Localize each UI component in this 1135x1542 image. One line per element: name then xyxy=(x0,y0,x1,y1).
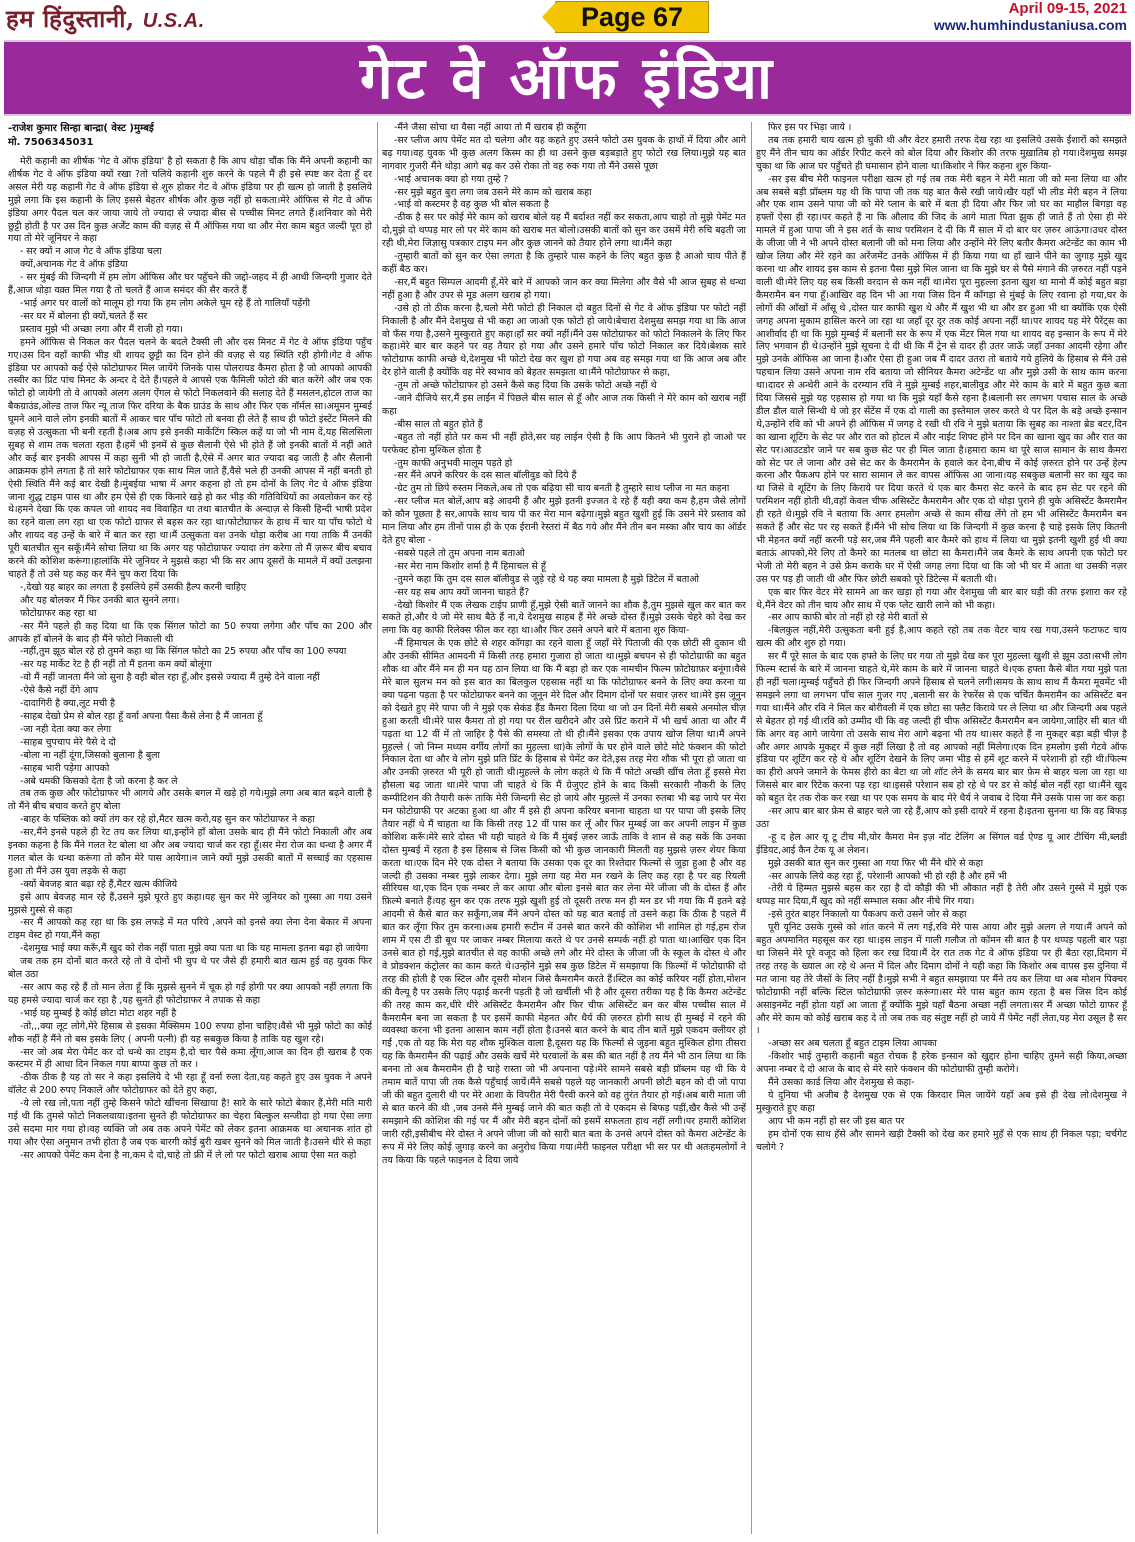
paragraph: फोटोग्राफर कह रहा था xyxy=(20,607,97,619)
paragraph: -सर आपको पेमेंट कम देना है ना,कम दे दो,चाहे तो फ्री में ले लो पर फोटो खराब आया ऐसा मत कहो xyxy=(20,1149,357,1161)
column-2-text xyxy=(382,122,746,1167)
website-link[interactable]: www.humhindustaniusa.com xyxy=(933,17,1127,33)
paragraph: मुझे उसकी बात सुन कर गुस्सा आ गया फिर भी मैंने धीरे से कहा xyxy=(768,857,984,869)
paragraph: -देशमुख भाई क्या करूँ,मैं खुद को रोक नहीं पाता मुझे क्या पता था कि यह मामला इतना बढ़ा हो जायेगा xyxy=(20,943,369,955)
paragraph: -मैंने जैसा सोचा था वैसा नहीं आया तो मैं खराब ही कहूँगा xyxy=(394,122,587,133)
paragraph: -सर आप कह रहे हैं तो मान लेता हूँ कि मुझसे सुनने में चूक हो गई होगी पर क्या आपको नहीं लगता कि यह हमसे ज्यादा चार्ज कर रहा है ,यह सुनते ही फोटोग्राफर ने तपाक से कहा xyxy=(8,982,372,1006)
paragraph: -ठीक है सर पर कोई मेरे काम को खराब बोले यह मैं बर्दाश्त नहीं कर सकता,आप चाहो तो मुझे पेमेंट मत दो,मुझे दो थप्पड़ मार लो पर मेरे काम को खराब मत बोलो।उसकी बातों को सुन कर उसमें मेरी रुचि बढ़ती जा रही थी,मेरा जिज्ञासु पत्रकार टाइप मन और कुछ जानने को तैयार होने लगा था।मैंने कहा xyxy=(382,212,746,250)
paragraph: -सर प्लीज मत बोलें,आप बड़े आदमी हैं और मुझे इतनी इज्जत दे रहे हैं यही क्या कम है,हम जैसे लोगों को कौन पूछता है सर,आपके साथ चाय पी कर मेरा मान बढ़ेगा।मुझे बहुत खुशी हुई कि उसने मेरे प्रस्ताव को मान लिया और हम तीनों पास ही के एक ईरानी रेस्तरां में बैठ गये और मैंने तीन बन मस्का और चाय का ऑर्डर देते हुए बोला - xyxy=(382,496,746,546)
paragraph: -देखो किशोर मैं एक लेखक टाईप प्राणी हूँ,मुझे ऐसी बातें जानने का शौक है,तुम मुझसे खुल कर बात कर सकते हो,और ये जो मेरे साथ बैठे हैं ना,ये देशमुख साहब हैं मेरे अच्छे दोस्त हैं।मुझे उसके चेहरे को देख कर लगा कि वह काफी रिलेक्स फील कर रहा था।और फिर उसने अपने बारे में बताना शुरु किया- xyxy=(382,599,746,637)
paragraph: -उसे हो तो ठीक करना है,चलो मेरी फोटो ही निकाल दो बहुत दिनों से गेट वे ऑफ इंडिया पर फोटो नहीं निकाली है और मैंने देशमुख से भी कहा आ जाओ एक फोटो हो जाये।बेचारा देशमुख समझ गया था कि आज वो फँस गया है,उसने मुस्कुराते हुए कहा।हाँ सर क्यों नहीं।मैंने उस फोटोग्राफर को फोटो निकालने के लिए फिर कहा।मेरे बार बार कहने पर वह तैयार हो गया और उसने हमारे पाँच फोटो निकाल कर दिये।बेशक सारे फोटोग्राफ काफी अच्छे थे,देशमुख भी फोटो देख कर खुश हो गया अब वह समझ गया था कि आज अब और देर होने वाली है क्योंकि वह मेरे स्वभाव को बेहतर समझता था।मैंने फोटोग्राफर से कहा, xyxy=(382,302,746,379)
paragraph: सर मैं पूरे साल के बाद एक हफ्ते के लिए घर गया तो मुझे देख कर पूरा मुहल्ला खुशी से झूम उठा।सभी लोग फिल्म स्टार्स के बारे में जानना चाहते थे,मेरे काम के बारे में जानना चाहते थे।एक हफ्ता कैसे बीत गया मुझे पता ही नहीं चला।मुम्बई पहुँचते ही फिर जिन्दगी अपने हिसाब से चलने लगी।समय के साथ साथ मैं कैमरा मूवमेंट भी समझने लगा था लगभग पाँच साल गुजर गए ,बलानी सर के रेफरेंस से एक चर्चित कैमरामैन का असिस्टेंट बन गया था।मैंने और रवि ने मिल कर बोरीवली में एक छोटा सा फ्लैट किराये पर ले लिया था और जिन्दगी अब पहले से बेहतर हो गई थी।रवि को उम्मीद थी कि वह जल्दी ही चीफ असिस्टेंट कैमरामैन बन जायेगा,जाहिर सी बात थी कि अगर वह आगे जायेगा तो उसके साथ मेरा आगे बढ़ना भी तय था।सर कहते हैं ना मुकद्दर बड़ा बड़ी चीज़ है और अगर आपके मुकद्दर में कुछ नहीं लिखा है तो वह आपको नहीं मिलेगा।एक दिन हमलोग इसी गेटवे ऑफ इंडिया पर शूटिंग कर रहे थे और शूटिंग देखने के लिए जमा भीड़ से हमें शूट करने में परेशानी हो रही थी।फिल्म का हीरो अपने जमाने के फेमस हीरो का बेटा था जो शॉट लेने के समय बार बार फ़ेम से बाहर चला जा रहा था जिससे बार बार रिटेक करना पड़ रहा था।इससे परेशान सब हो रहे थे पर डर से कोई बोल नहीं रहा था।मैंने खुद को बहुत देर तक रोक कर रखा था पर एक समय के बाद मेरे धैर्य ने जवाब दे दिया मैंने उसके पास जा कर कहा xyxy=(756,651,1127,805)
paragraph: -सर प्लीज आप पेमेंट मत दो चलेगा और यह कहते हुए उसने फोटो उस युवक के हाथों में दिया और आगे बढ़ गया।वह युवक भी कुछ अलग किस्म का ही था उसने कुछ बड़बड़ाते हुए फोटो रख लिया।मुझे यह बात नागवार गुजरी मैंने थोड़ा आगे बढ़ कर उसे रोका तो वह रुक गया तो मैंने उससे पूछा xyxy=(382,134,746,172)
column-3-text xyxy=(756,122,1127,1155)
paragraph: फिर इस पर भिड़ा जाये । xyxy=(768,122,852,133)
paragraph: -बाहर के पब्लिक को क्यों तंग कर रहे हो,मैटर खत्म करो,यह सुन कर फोटोग्राफर ने कहा xyxy=(20,814,315,826)
author-phone: मो. 7506345031 xyxy=(8,137,94,148)
paragraph: -सबसे पहले तो तुम अपना नाम बताओ xyxy=(394,547,525,559)
paragraph: -सर इस बीच मेरी फाइनल परीक्षा खत्म हो गई तब तक मेरी बहन ने मेरी माता जी को मना लिया था और अब सबसे बड़ी प्रॉब्लम यह थी कि पापा जी तक यह बात कैसे रखी जाये।खैर यहाँ भी लीड मेरी बहन ने लिया और एक शाम उसने पापा जी को मेरे प्लान के बारे में बता ही दिया और फिर जो घर का माहौल बिगड़ा वह हफ्तों ऐसा ही रहा।पर कहते हैं ना कि औलाद की जिद के आगे माता पिता झुक ही जाते हैं तो ऐसा ही मेरे मामले में हुआ पापा जी ने इस शर्त के साथ परमिशन दे दी कि मैं साल में दो बार घर ज़रुर आऊंगा।उधर दोस्त के जीजा जी ने भी अपने दोस्त बलानी जी को मना लिया और उन्होंने मेरे लिए बतौर कैमरा अटेन्डेंट का काम भी खोज लिया और मेरे रहने का अरेंजमेंट उनके ऑफिस में ही किया गया था हाँ खाने पीने का जुगाड़ मुझे खुद करना था और शायद इस काम से इतना पैसा मुझे मिल जाना था कि मुझे घर से पैसे मंगाने की ज़रुरत नहीं पड़ने वाली थी।मेरे लिए यह सब किसी वरदान से कम नहीं था।मेरा पूरा मुहल्ला इतना खुश था मानो मैं कोई बहुत बड़ा कैमरामैन बन गया हूँ।आखिर वह दिन भी आ गया जिस दिन मैं काँगड़ा से मुंबई के लिए रवाना हो गया,घर के लोगों की आँखों में आँसू थे ,दोस्त यार काफी खुश थे और मैं खुश भी था और डर हुआ भी था क्योंकि एक ऐसी जगह अपना मुकाम हासिल करने जा रहा था जहाँ दूर दूर तक कोई अपना नहीं था।पर शायद यह मेरे पैरेंट्स का आशीर्वाद ही था कि मुझे मुम्बई में बलानी सर के रूप में एक मेंटर मिल गया था शायद वह इन्सान के रूप में मेरे लिए भगवान ही थे।उन्होंने मुझे सूचना दे दी थी कि मैं ट्रेन से दादर ही उतर जाऊँ जहाँ उनका आदमी रहेगा और मुझे उनके ऑफिस आ जाना है।और ऐसा ही हुआ जब मैं दादर उतरा तो बताये गये हुलिये के हिसाब से मैंने उसे पहचान लिया उसने अपना नाम रवि बताया जो सीनियर कैमरा अटेन्डेंट था और मुझे उसी के साथ काम करना था।दादर से अन्धेरी आने के दरम्यान रवि ने मुझे मुम्बई शहर,बालीवुड और मेरे काम के बारे में बहुत कुछ बता दिया जिससे मुझे यह एहसास हो गया था कि मुझे यहाँ कैसे रहना है।बलानी सर लगभग पचास साल के अच्छे डील डौल वाले सिन्धी थे जो हर सेंटेंस में एक दो गाली का इस्तेमाल ज़रुर करते थे पर दिल के बड़े अच्छे इन्सान थे,उन्होंने रवि को भी अपने ही ऑफिस में जगह दे रखी थी रवि ने मुझे बताया कि सुबह का नाश्ता ब्रेड बटर,दिन का खाना शूटिंग के सेट पर और रात को होटल में और नाईट शिफ्ट होने पर दिन का खाना खुद का और रात का सेट पर।आउटडोर जाने पर सब कुछ सेट पर ही मिल जाता है।हमारा काम था पूरे साज सामान के साथ कैमरा को सेट पर ले जाना और उसे सेट कर के कैमरामैन के हवाले कर देना,बीच में कोई ज़रुरत होने पर उन्हें हेल्प करना और पैकअप होने पर सारा सामान ले कर वापस ऑफिस आ जाना।यह सबकुछ बलानी सर का खुद का था जिसे वे शूटिंग के लिए किराये पर दिया करते थे एक बार कैमरा सेट करने के बाद हम सेट पर रहने की परमिशन नहीं होती थी,वहाँ केवल चीफ असिस्टेंट कैमरामैन और एक दो थोड़ा पुराने ही चुके असिस्टेंट कैमरामैन ही रहते थे।मुझे रवि ने बताया कि अगर हमलोग अच्छे से काम सीख लेंगे तो हम भी असिस्टेंट कैमरामैन बन सकते हैं और सेट पर रह सकते हैं।मैंने भी सोच लिया था कि जिन्दगी में कुछ करना है चाहे इसके लिए कितनी भी मेहनत क्यों नहीं करनी पड़े सर,जब मैंने पहली बार कैमरे को हाथ में लिया था मुझे इतनी खुशी हुई थी क्या बताऊं आपको,मेरे लिए तो कैमरे का मतलब था छोटा सा कैमरा।मैंने जब कैमरे के साथ अपनी एक फोटो घर भेजी तो मेरी बहन ने उसे फ्रेम कराके घर में ऐसी जगह लगा दिया था कि जो भी घर में आता था उसकी नज़र उस पर पड़ ही जाती थी और फिर छोटी सबको पूरे डिटेल्स में बताती थी। xyxy=(756,173,1127,585)
paragraph: और यह बोलकर मैं फिर उनकी बात सुनने लगा। xyxy=(20,594,180,606)
paragraph: -सर यह सब आप क्यों जानना चाहते हैं? xyxy=(394,586,530,598)
paragraph: -तुम तो अच्छे फोटोग्राफर हो उसने कैसे कह दिया कि उसके फोटो अच्छे नहीं थे xyxy=(394,380,657,392)
paragraph: -वो मैं नहीं जानता मैंने जो सुना है वही बोल रहा हूँ,और इससे ज्यादा मैं तुम्हे देने वाला नहीं xyxy=(20,672,320,684)
paragraph: -किशोर भाई तुम्हारी कहानी बहुत रोचक है हरेक इन्सान को खुद्दार होना चाहिए तुमने सही किया,अच्छा अपना नम्बर दे दो आज के बाद से मेरे सारे फंक्शन की फोटोग्राफी तुम्ही करोगे। xyxy=(756,1051,1127,1076)
paragraph: -बीस साल तो बहुत होते हैं xyxy=(394,418,483,430)
paragraph: -भाई अचानक क्या हो गया तुम्हे ? xyxy=(394,173,509,185)
paragraph: मैंने उसका कार्ड लिया और देशमुख से कहा- xyxy=(768,1077,915,1089)
page-header xyxy=(0,0,1135,38)
article-title-banner: गेट वे ऑफ इंडिया xyxy=(4,40,1131,116)
paragraph: -दादागिरी है क्या,लूट मची है xyxy=(20,698,115,710)
issue-date: April 09-15, 2021 xyxy=(1008,0,1127,17)
column-1-text xyxy=(8,156,372,1163)
paragraph: -भाई अगर घर वालों को मालूम हो गया कि हम लोग अकेले घूम रहे हैं तो गालियाँ पड़ेंगी xyxy=(20,297,311,309)
paragraph: इसे आप बेवजह मान रहे हैं,उसने मुझे घूरते हुए कहा।यह सुन कर मेरे जूनियर को गुस्सा आ गया उसने मुझसे गुस्से से कहा xyxy=(8,891,372,916)
paragraph: आप भी कम नहीं हो सर जी इस बात पर xyxy=(768,1115,905,1127)
paragraph: - सर क्यों न आज गेट वे ऑफ इंडिया चला xyxy=(20,246,162,258)
paragraph: -सर मेरा नाम किशोर शर्मा है मैं हिमाचल से हूँ xyxy=(394,560,546,572)
article-column-2 xyxy=(382,122,746,1534)
paragraph: -सर मैं आपको कह रहा था कि इस लफड़े में मत परिये ,अपने को इनसे क्या लेना देना बेकार में अपना टाइम वेस्ट हो गया,मैंने कहा xyxy=(8,917,372,942)
dateline xyxy=(934,0,1127,33)
article-column-3 xyxy=(756,122,1127,1534)
paragraph: -सर घर में बोलना ही क्यों,चलते हैं सर xyxy=(20,310,148,322)
paragraph: -ये लो रख लो,पता नहीं तुम्हे किसने फोटो खींचना सिखाया है! सारे के सारे फोटो बेकार हैं,मेरी मति मारी गई थी कि तुमसे फोटो निकलवाया।इतना सुनते ही फोटोग्राफर का चेहरा बिल्कुल सन्जीदा हो गया ऐसा लगा उसे सदमा मार गया हो।वह व्यक्ति जो अब तक अपने पेमेंट को लेकर इतना आक्रमक था अचानक शांत हो गया और ऐसा अनुमान तभी होता है जब एक बारगी कोई बुरी खबर सुनने को मिल जाती है।उसने धीरे से कहा xyxy=(8,1098,372,1148)
paragraph: प्रस्ताव मुझे भी अच्छा लगा और मैं राजी हो गया। xyxy=(20,323,183,335)
paragraph: -क्यों बेवजह बात बढ़ा रहे हैं,मैटर खत्म कीजिये xyxy=(20,878,178,890)
paragraph: -तुम काफी अनुभवी मालूम पड़ते हो xyxy=(394,457,513,469)
paragraph: -इसे तुरंत बाहर निकालो या पैकअप करो उसने जोर से कहा xyxy=(768,909,967,921)
paragraph: - सर मुंबई की जिन्दगी में हम लोग ऑफिस और घर पहुँचने की जद्दो-जहद में ही आधी जिन्दगी गुजार देते हैं,आज थोड़ा वक़्त मिल गया है तो चलते हैं आज समंदर की सैर करते हैं xyxy=(8,272,372,297)
paragraph: -सर आपके लिये कह रहा हूँ, परेशानी आपको भी हो रही है और हमें भी xyxy=(768,870,1007,882)
paragraph: -तो,,,क्या लूट लोगे,मेरे हिसाब से इसका मैक्सिमम 100 रुपया होना चाहिए।वैसे भी मुझे फोटो का कोई शौक नहीं है मैंने तो बस इसके लिए ( अपनी पत्नी) ही यह सबकुछ किया है ताकि यह खुश रहे। xyxy=(8,1020,372,1045)
paragraph: -बहुत तो नहीं होते पर कम भी नहीं होते,सर यह लाईन ऐसी है कि आप कितने भी पुराने हो जाओ पर परफेक्ट होना मुश्किल होता है xyxy=(382,431,746,456)
article-body xyxy=(8,122,1127,1534)
paragraph: -भाई यह मुम्बई है कोई छोटा मोटा शहर नहीं है xyxy=(20,1007,177,1019)
paragraph: जब तक हम दोनों बात करते रहे तो वे दोनों भी चुप थे पर जैसे ही हमारी बात खत्म हुई वह युवक फिर बोल उठा xyxy=(8,956,372,981)
paragraph: क्यों,अचानक गेट वे ऑफ इंडिया xyxy=(20,259,128,271)
paragraph: मेरी कहानी का शीर्षक 'गेट वे ऑफ इंडिया' है हो सकता है कि आप थोड़ा चौंक कि मैंने अपनी कहानी का शीर्षक गेट वे ऑफ इंडिया क्यों रखा ?तो चलिये कहानी शुरु करने के पहले मैं ही इसे स्पष्ट कर देता हूँ दर असल मेरी यह कहानी गेट वे ऑफ इंडिया से शुरु होकर गेट वे ऑफ इंडिया पर ही खत्म हो जाती है इसलिये मुझे लगा कि इस कहानी के लिए इससे बेहतर शीर्षक और कुछ नहीं हो सकता।मेरे ऑफिस से गेट वे ऑफ इंडिया अगर पैदल चल कर जाया जाये तो ज्यादा से ज्यादा बीस से पच्चीस मिनट लगते हैं।शनिवार को मेरी छुट्टी होती है पर उस दिन कुछ अर्जेंट काम की वज़ह से मैं ऑफिस गया था और मेरा काम बहुत जल्दी पूरा हो गया तो मेरे जूनियर ने कहा xyxy=(8,156,372,245)
paragraph: -सर आप काफी बोर तो नहीं हो रहे मेरी बातों से xyxy=(768,612,928,624)
masthead xyxy=(6,2,205,35)
paragraph: -बोला ना नहीं दूंगा,जिसको बुलाना है बुला xyxy=(20,749,160,761)
paragraph: पूरी यूनिट उसके गुस्से को शांत करने में लग गई,रवि मेरे पास आया और मुझे अलग ले गया।मैं अपने को बहुत अपमानित महसूस कर रहा था।इस लाइन में गाली गलौज तो कॉमन सी बात है पर थप्पड़ पहली बार पड़ा था जिसने मेरे पूरे वजूद को हिला कर रख दिया।मैं देर रात तक गेट वे ऑफ इंडिया पर ही बैठा रहा,दिमाग में तरह तरह के ख्याल आ रहे थे अन्त में दिल और दिमाग दोनों ने यही कहा कि किशोर अब वापस इस दुनिया में मत जाना यह तेरे जैसों के लिए नहीं है।मुझे सभी ने बहुत समझाया पर मैंने तय कर लिया था अब मोशन पिक्चर फोटोग्राफी नहीं बल्कि स्टिल फोटोग्राफी ज़रुर करूंगा।सर मेरे पास बहुत काम रहता है बस जिस दिन कोई असाइनमेंट नहीं होता यहाँ आ जाता हूँ क्योंकि मुझे यहाँ बैठना अच्छा नहीं लगता।सर मैं अच्छा फोटो ग्राफर हूँ और मेरे काम को कोई खराब कह दे तो जब तक वह संतुष्ट नहीं हो जाये मैं पेमेंट नहीं लेता,यह मेरा उसूल है सर । xyxy=(756,922,1127,1037)
paragraph: -,देखो यह बाहर का लगता है इसलिये हमें उसकी हैल्प करनी चाहिए xyxy=(20,581,247,593)
paragraph: ये दुनिया भी अजीब है देशमुख एक से एक किरदार मिल जायेंगे यहाँ अब इसे ही देख लो।देशमुख ने मुस्कुराते हुए कहा xyxy=(756,1089,1127,1114)
paragraph: -साहब देखो प्रेम से बोल रहा हूँ वर्ना अपना पैसा कैसे लेना है मैं जानता हूँ xyxy=(20,710,263,722)
paragraph: -ग्रेट तुम तो छिपे रुस्तम निकले,अब तो एक बढ़िया सी चाय बनती है तुम्हारे साथ प्लीज ना मत कहना xyxy=(394,483,730,495)
paragraph: -साहब भारी पड़ेगा आपको xyxy=(20,762,110,774)
paragraph: -तुम्हारी बातों को सुन कर ऐसा लगता है कि तुम्हारे पास कहने के लिए बहुत कुछ है आओ चाय पीते हैं कहीं बैठ कर। xyxy=(382,251,746,275)
paragraph: -मैं हिमाचल के एक छोटे से शहर काँगड़ा का रहने वाला हूँ जहाँ मेरे पिताजी की एक छोटी सी दुकान थी और उनकी सीमित आमदनी में किसी तरह हमारा गुजारा हो जाता था।मुझे बचपन से ही फोटोग्राफी का बहुत शौक था और मैंने मन ही मन यह ठान लिया था कि मैं बड़ा हो कर एक नामचीन फिल्म फ़ोटोग्राफ़र बनूंगा।वैसे मेरे बाल सुलभ मन को इस बात का बिलकुल एहसास नहीं था कि फोटोग्राफर बनने के लिए क्या करना या क्या पढ़ना पड़ता है पर फोटोग्राफर बनने का जूनून मेरे दिल और दिमाग दोनों पर सवार ज़रुर था।मेरे इस जूनुन को देखते हुए मेरे पापा जी ने मुझे एक सेकंड हैंड कैमरा दिला दिया था जो उन दिनों मेरी सबसे अनमोल चीज़ हुआ करती थी।मेरे पास कैमरा तो हो गया पर रील खरीदने और उसे प्रिंट कराने में भी खर्च आता था और मैं पढ़ता था 12 वीं में तो जाहिर है पैसे की समस्या तो थी ही।मैंने इसका एक उपाय खोज लिया था।मैं अपने मुहल्ले ( जो निम्न मध्यम वर्गीय लोगों का मुहल्ला था)के लोगों के घर होने वाले छोटे मोटे फंक्शन की फोटो निकाल देता था और वे लोग मुझे प्रति प्रिंट के हिसाब से पेमेंट कर देते,इस तरह मेरा शौक भी पूरा हो जाता था और उनकी ज़रुरत भी पूरी हो जाती थी।मुहल्ले के लोग कहते थे कि मैं फोटो अच्छी खींच लेता हूँ इससे मेरा हौसला बढ़ जाता था।मेरे पापा जी चाहते थे कि मैं ग्रेजुएट होने के बाद किसी सरकारी नौकरी के लिए कम्पीटिशन की तैयारी करूं ताकि मेरी जिन्दगी सेट हो जाये और मुहल्ले में उनका रुतबा भी बढ़ जाये पर मेरा मन फोटोग्राफी पर अटका हुआ था और मैं इसे ही अपना करियर बनाना चाहता था पर पापा जी इसके लिए तैयार नहीं थे मैं चाहता था कि किसी तरह 12 वीं पास कर लूँ और फिर मुम्बई जा कर अपनी लाइन में कुछ कोशिश करूँ।मेरे सारे दोस्त भी यही चाहते थे कि मैं मुंबई ज़रुर जाऊँ ताकि वे शान से कह सकें कि उनका दोस्त मुम्बई में रहता है इस हिसाब से जिस किसी को भी कुछ जानकारी मिलती वह मुझसे ज़रुर शेयर किया करता था।एक दिन मेरे एक दोस्त ने बताया कि उसका एक दूर का रिश्तेदार फिल्मों से जुड़ा हुआ है और वह जल्दी ही उसका नम्बर मुझे लाकर देगा। मुझे लगा यह मेरा मन रखने के लिए कह रहा है पर वह रियली सीरियस था,एक दिन एक नम्बर ले कर आया और बोला इनसे बात कर लेना मेरे जीजा जी के दोस्त हैं और फ़िल्मे बनाते हैं।यह सुन कर एक तरफ मुझे खुशी हुई तो दूसरी तरफ मन ही मन डर भी गया कि मैं इतने बड़े आदमी से कैसे बात कर सकूँगा,जब मैंने अपने दोस्त को यह बात बताई तो उसने कहा कि ठीक है पहले मैं बात कर लूँगा फिर तुम करना।अब हमारी रूटीन में उनसे बात करने की कोशिश भी शामिल हो गई,हम रोज शाम में एस टी डी बूथ पर जाकर नम्बर मिलाया करते थे पर उनसे सम्पर्क नहीं हो पाता था।आखिर एक दिन उनसे बात हो गई,मुझे बातचीत से वह काफी अच्छे लगे और मेरे दोस्त के जीजा जी के स्कूल के दोस्त थे और वे प्रोडक्शन कंट्रोलर का काम करते थे।उन्होंने मुझे सब कुछ डिटेल में समझाया कि फ़िल्मों में फोटोग्राफी दो तरह की होती है एक स्टिल और दूसरी मोशन जिसे कैमरामैन करते हैं।स्टिल का कोई करियर नहीं होता,मोशन की वैल्यू है पर उसके लिए पढ़ाई करनी पड़ती है जो खर्चीली भी है और दूसरा तरीका यह है कि कैमरा अटेन्डेंट की तरह काम कर,धीरे धीरे असिस्टेंट कैमरामैन और फिर चीफ असिस्टेंट बन कर बीस पच्चीस साल में कैमरामैन बना जा सकता है पर इसमें काफी मेहनत और धैर्य की ज़रुरत होगी साथ ही मुम्बई में रहने की व्यवस्था करना भी इतना आसान काम नहीं होता है।उनसे बात करने के बाद तीन बातें मुझे एकदम क्लीयर हो गईं ,एक तो यह कि मेरा यह शौक मुश्किल वाला है,दूसरा यह कि फिल्मों से जुड़ना बहुत मुश्किल होगा तीसरा यह कि कैमरामैन की पढ़ाई और उसके खर्चे मेरे घरवालों के बस की बात नहीं है तय मैंने भी ठान लिया था कि बनना तो अब कैमरामैन ही है चाहे रास्ता जो भी अपनाना पड़े।मेरे सामने सबसे बड़ी प्रॉब्लम यह थी कि ये तमाम बातें पापा जी तक कैसे पहुँचाई जायें।मैंने सबसे पहले यह जानकारी अपनी छोटी बहन को दी जो पापा जी की बहुत दुलारी थी पर मेरे आशा के विपरीत मेरी पैरवी करने को वह तुरंत तैयार हो गई।अब बारी माता जी से बात करने की थी ,जब उनसे मैंने मुम्बई जाने की बात कही तो वे एकदम से बिफड़ पड़ीं,खैर कैसे भी उन्हें समझाने की कोशिश की गई पर मैं और मेरी बहन दोनों को इसमें सफलता हाथ नहीं लगी।पर हमारी कोशिश जारी रही,इसीबीच मेरे दोस्त ने अपने जीजा जी को सारी बात बता के उनसे अपने दोस्त को कैमरा अटेन्डेंट के रूप में मेरे लिए कोई जुगाड़ करने का अनुरोध किया गया।मेरी फाइनल परीक्षा भी सर पर थी अतःहमलोगों ने तय किया कि पहले फाइनल दे दिया जाये xyxy=(382,638,746,1166)
paragraph: तब तक हमारी चाय खत्म हो चुकी थी और वेटर हमारी तरफ देख रहा था इसलिये उसके ईशारों को समझते हुए मैंने तीन चाय का ऑर्डर रिपीट करने को बोल दिया और किशोर की तरफ मुख़ातिब हो गया।देशमुख समझ चुका था कि आज घर पहुँचते ही घमासान होने वाला था।किशोर ने फिर कहना शुरु किया- xyxy=(756,134,1127,172)
paragraph: -सर,मैं बहुत सिम्पल आदमी हूँ,मेरे बारे में आपको जान कर क्या मिलेगा और वैसे भी आज सुबह से धन्धा नहीं हुआ है और उपर से मूड अलग खराब हो गया। xyxy=(382,276,746,301)
paragraph: -जाने दीजिये सर,मैं इस लाईन में पिछले बीस साल से हूँ और आज तक किसी ने मेरे काम को खराब नहीं कहा xyxy=(382,393,746,417)
masthead-title: हम हिंदुस्तानी, xyxy=(6,4,135,33)
masthead-usa: U.S.A. xyxy=(142,10,205,32)
paragraph: -सर यह मार्केट रेट है ही नहीं तो मैं इतना कम क्यों बोलूंगा xyxy=(20,659,212,671)
paragraph: तब तक कुछ और फोटोग्राफर भी आगये और उसके बगल में खड़े हो गये।मुझे लगा अब बात बढ़ने वाली है तो मैंने बीच बचाव करते हुए बोला xyxy=(8,788,372,813)
paragraph: -ठीक ठीक है यह तो सर ने कहा इसलिये दे भी रहा हूँ वर्ना रुला देता,यह कहते हुए उस युवक ने अपने वॉलेट से 200 रुपए निकाले और फोटोग्राफर को देते हुए कहा, xyxy=(8,1072,372,1097)
paragraph: -सर मैंने पहले ही कह दिया था कि एक सिंगल फोटो का 50 रुपया लगेगा और पाँच का 200 और आपके हाँ बोलने के बाद ही मैंने फोटो निकाली थी xyxy=(8,620,372,645)
paragraph: -सर मैंने अपने करियर के दस साल बॉलीवुड को दिये हैं xyxy=(394,470,577,482)
paragraph: -अच्छा सर अब चलता हूँ बहुत टाइम लिया आपका xyxy=(768,1038,937,1050)
paragraph: -अबे धमकी किसको देता है जो करना है कर ले xyxy=(20,775,178,787)
paragraph: -जा नही देता क्या कर लेगा xyxy=(20,723,112,735)
page-number-badge: Page 67 xyxy=(555,1,709,33)
paragraph: -नहीं,तुम झूठ बोल रहे हो तुमने कहा था कि सिंगल फोटो का 25 रुपया और पाँच का 100 रुपया xyxy=(20,646,347,658)
paragraph: -सर मुझे बहुत बुरा लगा जब उसने मेरे काम को खराब कहा xyxy=(394,186,592,198)
paragraph: -सर जो अब मेरा पेमेंट कर दो धन्धे का टाइम है,दो चार पैसे कमा लूँगा,आज का दिन ही खराब है एक कस्टमर में ही आधा दिन निकल गया बाप्पा कुछ तो कर । xyxy=(8,1046,372,1071)
article-column-1 xyxy=(8,122,372,1534)
paragraph: -तुमने कहा कि तुम दस साल बॉलीवुड से जुड़े रहे थे यह क्या मामला है मुझे डिटेल में बताओ xyxy=(394,573,699,585)
paragraph: -तेरी ये हिम्मत मुझसे बहस कर रहा है दो कौड़ी की भी औकात नहीं है तेरी और उसने गुस्से में मुझे एक थप्पड़ मार दिया,मैं खुद को नहीं सम्भाल सका और नीचे गिर गया। xyxy=(756,883,1127,908)
paragraph: -भाई वो कस्टमर है वह कुछ भी बोल सकता है xyxy=(394,199,549,211)
paragraph: -ऐसे कैसे नहीं देंगे आप xyxy=(20,685,99,697)
paragraph: -बिलकुल नहीं,मेरी उत्सुकता बनी हुई है,आप कहते रहो तब तक वेटर चाय रख गया,उसने फटाफट चाय खत्म की और शुरु हो गया। xyxy=(756,625,1127,650)
paragraph: हमने ऑफिस से निकल कर पैदल चलने के बदले टैक्सी ली और दस मिनट में गेट वे ऑफ इंडिया पहुँच गए।उस दिन वहाँ काफी भीड़ थी शायद छुट्टी का दिन होने की वज़ह से यह स्थिति रही होगी।गेट वे ऑफ इंडिया पर आपको कई ऐसे फोटोग्राफर मिल जायेंगे जिनके पास पोलरायड कैमरा होता है जो आपको आपकी तस्वीर का प्रिंट पांच मिनट के अन्दर दे देते हैं।पहले वे आपसे एक फैमिली फोटो की बात करेंगे और जब एक फोटो हो जायेगी तो वे आपको अलग अलग ऐंगल से फोटो निकलवाने की सलाह देते हैं मसलन,होटल ताज का बैकग्राउंड,ओल्ड ताज फिर न्यू ताज फिर दरिया के बैक ग्राउंड के साथ और फिर एक नॉर्मल सा।अमूमन मुम्बई घूमने आने वाले लोग इनकी बातों में आकर चार पाँच फोटो तो बनवा ही लेते हैं साथ ही फोटो इंस्टेंट मिलने की वज़ह से उत्सुकता भी बनी रहती है।अब आप इसे इनकी मार्केटिंग स्किल कहें या जो भी नाम दें,यह सिलसिला सुबह से शाम तक चलता रहता है।हमें भी इनमें से कुछ सैलानी ऐसे भी होते हैं जो इनकी बातों में नहीं आते और कई बार इनकी आपस में कहा सुनी भी हो जाती है,ऐसे में अगर बात ज्यादा बढ़ जाती है और सैलानी आक्रमक होने लगता है तो सारे फोटोग्राफर एक साथ मिल जाते हैं,वैसे भले ही उनकी आपस में नहीं बनती हो ऐसी स्थिति मैंने कई बार देखी है।मुंबईया भाषा में अगर कहना हो तो हम दोनों के लिए गेट वे ऑफ इंडिया जाना शुद्ध टाइम पास था और हम ऐसे ही एक किनारे खड़े हो कर भीड़ की गतिविधियों का अवलोकन कर रहे थे।हमने देखा कि एक कपल जो शायद नव विवाहित था तथा बातचीत के अन्दाज़ से किसी हिन्दी भाषी प्रदेश का रहने वाला लग रहा था एक फोटो ग्राफर से बहस कर रहा था।फोटोग्राफर के हाथ में चार या पाँच फोटो थे और शायद वह उन्हें के बारे में बात कर रहा था।मैं उत्सुकता वश उनके थोड़ा करीब आ गया ताकि मैं उनकी पूरी बातचीत सुन सकूँ।मैंने सोचा लिया था कि अगर यह फोटोग्राफर ज्यादा तंग करेगा तो मैं ज़रूर बीच बचाव करने की कोशिश करूंगा।हालांकि मेरे जूनियर ने मुझसे कहा भी कि सर आप दूसरों के मामले में क्यों उलझना चाहते हैं तो उसे यह कह कर मैंने चुप करा दिया कि xyxy=(8,336,372,580)
paragraph: हम दोनों एक साथ हँसे और सामने खड़ी टैक्सी को देख कर हमारे मुहँ से एक साथ ही निकल पड़ा; चर्चगेट चलोगे ? xyxy=(756,1128,1127,1153)
paragraph: -सर,मैंने इनसे पहले ही रेट तय कर लिया था,इन्होंने हाँ बोला उसके बाद ही मैंने फोटो निकाली और अब इनका कहना है कि मैंने गलत रेट बोला था और अब ज्यादा चार्ज कर रहा हूँ।सर मेरा रोज का धन्धा है अगर मैं गलत बोल के धन्धा करूंगा तो कौन मेरे पास आयेगा।न जाने क्यों मुझे उसकी बातों में सच्चाई का एहसास हुआ तो मैंने उस युवा लड़के से कहा xyxy=(8,827,372,877)
paragraph: -सर आप बार बार फ्रेम से बाहर चले जा रहे हैं,आप को इसी दायरे में रहना है।इतना सुनना था कि वह बिफड़ उठा xyxy=(756,806,1127,830)
paragraph: -साहब चुपचाप मेरे पैसे दे दो xyxy=(20,736,116,748)
paragraph: एक बार फिर वेटर मेरे सामने आ कर खड़ा हो गया और देशमुख जी बार बार घड़ी की तरफ इशारा कर रहे थे,मैंने वेटर को तीन चाय और साथ में एक प्लेट खारी लाने को भी कहा। xyxy=(756,586,1127,611)
paragraph: -हू द हेल आर यू टू टीच मी,योर कैमरा मेन इज़ नॉट टेलिंग अ सिंगल वर्ड ऐण्ड यू आर टीचिंग मी,ब्लडी ईडियट,आई कैन टेक यू अ लेशन। xyxy=(756,831,1127,856)
author-byline: -राजेश कुमार सिन्हा बान्द्रा( वेस्ट )मुम्बई xyxy=(8,123,154,134)
